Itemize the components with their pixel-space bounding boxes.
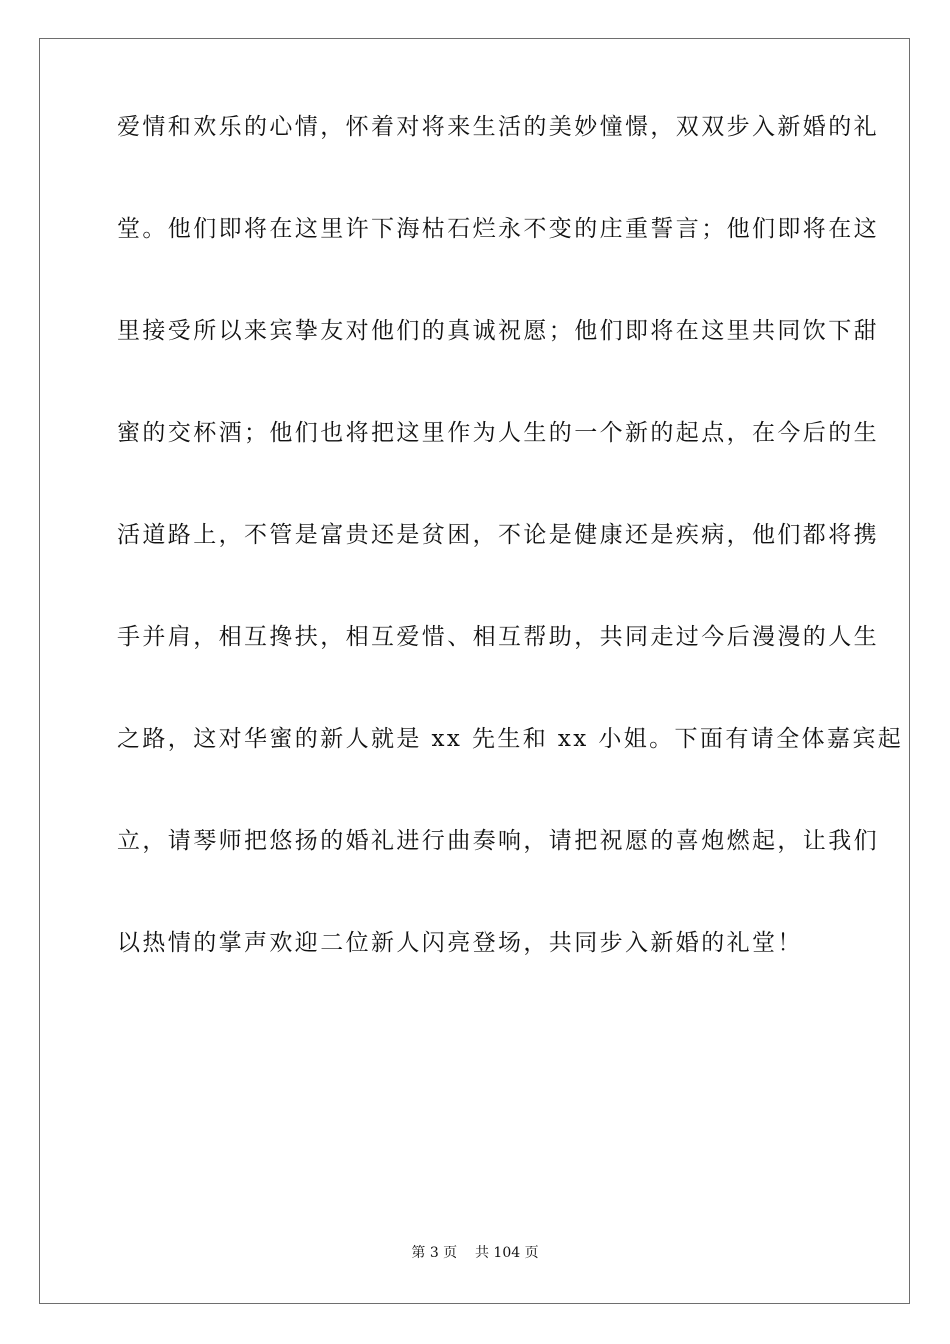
body-text-line: 活道路上，不管是富贵还是贫困，不论是健康还是疾病，他们都将携: [117, 522, 879, 548]
page-number-footer: 第 3 页 共 104 页: [411, 1245, 539, 1261]
body-text-line: 蜜的交杯酒；他们也将把这里作为人生的一个新的起点，在今后的生: [117, 420, 879, 446]
document-body: [117, 114, 904, 1045]
body-text-line: 里接受所以来宾挚友对他们的真诚祝愿；他们即将在这里共同饮下甜: [117, 318, 879, 344]
body-text-line: 以热情的掌声欢迎二位新人闪亮登场，共同步入新婚的礼堂！: [117, 930, 803, 956]
body-text-line: 之路，这对华蜜的新人就是 xx 先生和 xx 小姐。下面有请全体嘉宾起: [117, 726, 904, 752]
body-text-line: 爱情和欢乐的心情，怀着对将来生活的美妙憧憬，双双步入新婚的礼: [117, 114, 879, 140]
body-text-line: 手并肩，相互搀扶，相互爱惜、相互帮助，共同走过今后漫漫的人生: [117, 624, 879, 650]
body-text-line: 立，请琴师把悠扬的婚礼进行曲奏响，请把祝愿的喜炮燃起，让我们: [117, 828, 879, 854]
body-text-line: 堂。他们即将在这里许下海枯石烂永不变的庄重誓言；他们即将在这: [117, 216, 879, 242]
